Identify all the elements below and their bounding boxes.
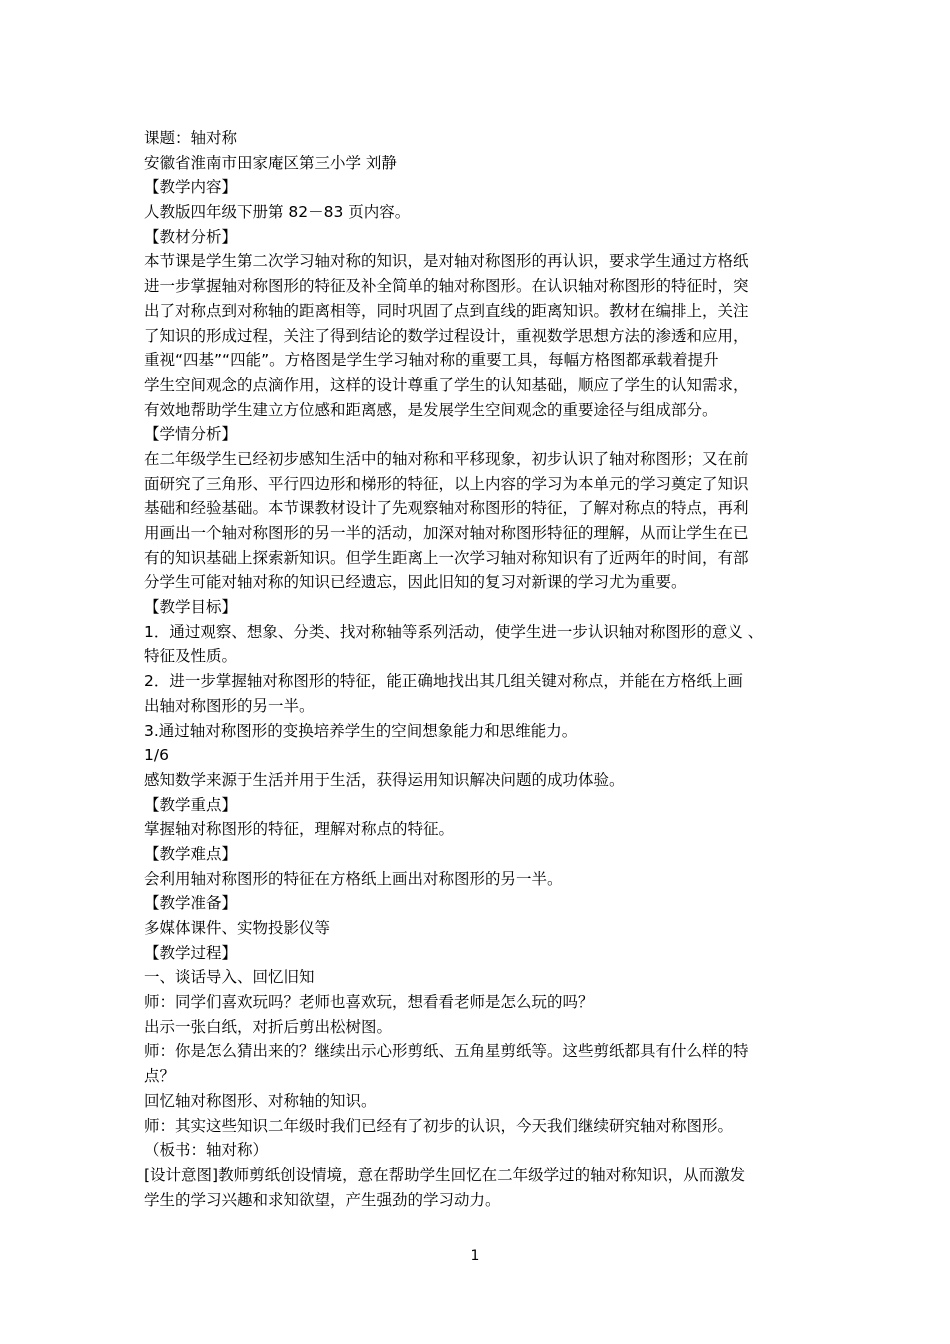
text-line: 面研究了三角形、平行四边形和梯形的特征，以上内容的学习为本单元的学习奠定了知识 (144, 474, 749, 493)
text-line: 【教学重点】 (144, 795, 238, 814)
text-line: 【教学过程】 (144, 943, 238, 962)
text-line: 用画出一个轴对称图形的另一半的活动，加深对轴对称图形特征的理解，从而让学生在已 (144, 524, 749, 542)
text-line: 【教学难点】 (144, 844, 238, 863)
text-line: 2．进一步掌握轴对称图形的特征，能正确地找出其几组关键对称点，并能在方格纸上画 (144, 672, 743, 691)
text-line: 【教学目标】 (144, 598, 238, 617)
text-line: 有的知识基础上探索新知识。但学生距离上一次学习轴对称知识有了近两年的时间，有部 (144, 548, 749, 567)
text-line: 学生空间观念的点滴作用，这样的设计尊重了学生的认知基础，顺应了学生的认知需求， (144, 375, 749, 394)
text-line: 【教学准备】 (144, 894, 238, 913)
text-line: 师：其实这些知识二年级时我们已经有了初步的认识，今天我们继续研究轴对称图形。 (144, 1116, 734, 1135)
text-line: 出轴对称图形的另一半。 (144, 696, 315, 715)
text-line: 【教学内容】 (144, 178, 238, 197)
text-line: 人教版四年级下册第 82－83 页内容。 (144, 203, 411, 222)
text-line: 多媒体课件、实物投影仪等 (144, 919, 331, 937)
text-line: 了知识的形成过程，关注了得到结论的数学过程设计，重视数学思想方法的渗透和应用， (144, 326, 749, 345)
text-line: 安徽省淮南市田家庵区第三小学 刘静 (144, 153, 397, 172)
text-line: 分学生可能对轴对称的知识已经遗忘，因此旧知的复习对新课的学习尤为重要。 (144, 573, 687, 592)
text-line: 师：你是怎么猜出来的？继续出示心形剪纸、五角星剪纸等。这些剪纸都具有什么样的特 (144, 1042, 749, 1061)
text-line: 本节课是学生第二次学习轴对称的知识，是对轴对称图形的再认识，要求学生通过方格纸 (144, 252, 749, 271)
text-line: 进一步掌握轴对称图形的特征及补全简单的轴对称图形。在认识轴对称图形的特征时，突 (144, 277, 749, 296)
text-line: 出了对称点到对称轴的距离相等，同时巩固了点到直线的距离知识。教材在编排上，关注 (144, 301, 749, 320)
text-line: 3.通过轴对称图形的变换培养学生的空间想象能力和思维能力。 (144, 721, 578, 740)
text-line: 特征及性质。 (144, 647, 238, 666)
text-line: 基础和经验基础。本节课教材设计了先观察轴对称图形的特征，了解对称点的特点，再利 (144, 499, 749, 518)
text-line: 在二年级学生已经初步感知生活中的轴对称和平移现象，初步认识了轴对称图形；又在前 (144, 449, 749, 468)
text-line: 有效地帮助学生建立方位感和距离感，是发展学生空间观念的重要途径与组成部分。 (144, 400, 718, 419)
text-line: [设计意图]教师剪纸创设情境，意在帮助学生回忆在二年级学过的轴对称知识，从而激发 (144, 1165, 746, 1184)
text-line: 会利用轴对称图形的特征在方格纸上画出对称图形的另一半。 (144, 869, 563, 888)
text-line: 掌握轴对称图形的特征，理解对称点的特征。 (144, 820, 455, 839)
text-line: 师：同学们喜欢玩吗？老师也喜欢玩，想看看老师是怎么玩的吗？ (144, 993, 594, 1012)
text-line: 1/6 (144, 746, 169, 765)
text-line: 一、谈话导入、回忆旧知 (144, 968, 315, 987)
document-body (144, 126, 814, 1212)
page-number: 1 (470, 1248, 480, 1264)
text-line: （板书：轴对称） (144, 1141, 269, 1160)
text-line: 感知数学来源于生活并用于生活，获得运用知识解决问题的成功体验。 (144, 770, 625, 789)
text-line: 【教材分析】 (144, 227, 238, 246)
text-line: 【学情分析】 (144, 425, 238, 444)
text-line: 课题：轴对称 (144, 129, 238, 147)
text-line: 出示一张白纸，对折后剪出松树图。 (144, 1017, 393, 1036)
text-line: 回忆轴对称图形、对称轴的知识。 (144, 1091, 377, 1110)
text-line: 学生的学习兴趣和求知欲望，产生强劲的学习动力。 (144, 1190, 501, 1209)
text-line: 重视“四基”“四能”。方格图是学生学习轴对称的重要工具，每幅方格图都承载着提升 (144, 351, 719, 370)
text-line: 1．通过观察、想象、分类、找对称轴等系列活动，使学生进一步认识轴对称图形的意义 、 (144, 622, 764, 641)
text-line: 点？ (144, 1067, 176, 1086)
